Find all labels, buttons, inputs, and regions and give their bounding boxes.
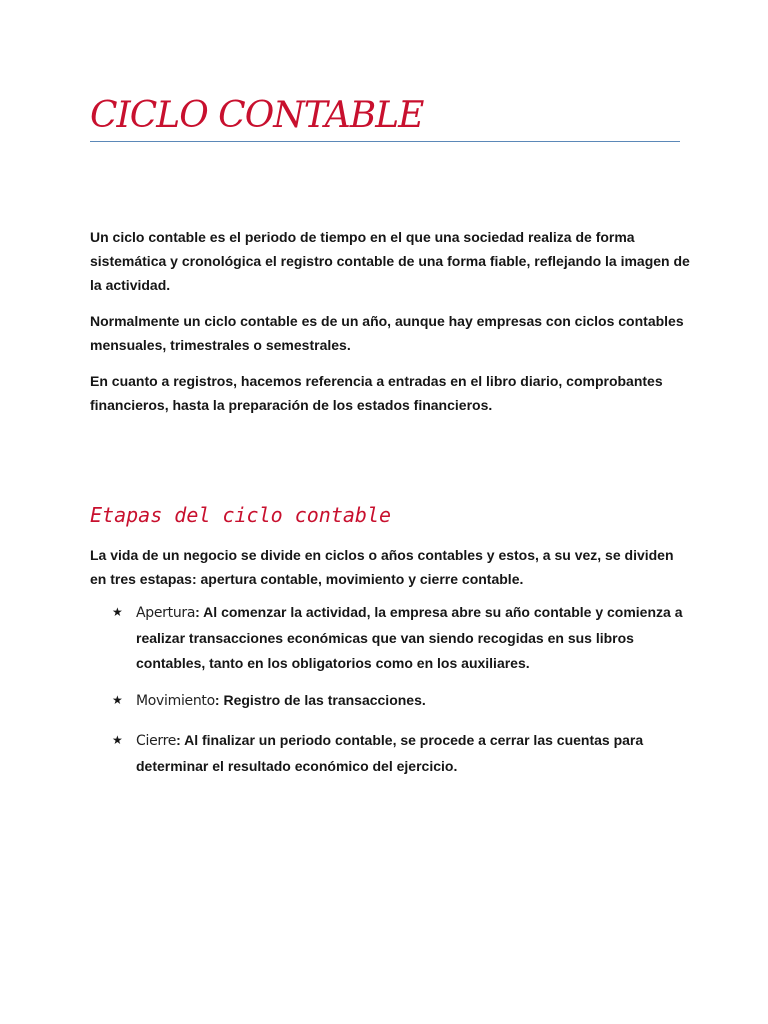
stage-apertura (90, 600, 690, 676)
stages-list (90, 600, 690, 779)
document-title: CICLO CONTABLE (90, 95, 424, 136)
intro-paragraph-2: Normalmente un ciclo contable es de un año, aunque hay empresas con ciclos contables mensuales, trimestrales o semestrales. (90, 313, 684, 353)
star-bullet-icon: ★ (112, 693, 123, 707)
section-heading: Etapas del ciclo contable (90, 503, 392, 527)
stage-movimiento (90, 688, 690, 714)
star-bullet-icon: ★ (112, 605, 123, 619)
stage-separator: : (214, 692, 220, 708)
stage-description: Al finalizar un periodo contable, se procede a cerrar las cuentas para determinar el resultado económico del ejercicio. (136, 732, 644, 774)
stage-cierre (90, 728, 690, 779)
stage-term: Apertura (136, 605, 196, 621)
intro-paragraph-1: Un ciclo contable es el periodo de tiempo en el que una sociedad realiza de forma sistemática y cronológica el registro contable de una forma fiable, reflejando la imagen de la actividad. (90, 229, 690, 293)
stage-term: Cierre (136, 733, 177, 749)
stage-separator: : (195, 604, 200, 620)
stage-description: Registro de las transacciones. (219, 692, 426, 708)
stage-description: Al comenzar la actividad, la empresa abre su año contable y comienza a realizar transacciones económicas que van siendo recogidas en sus libros contables, tanto en los obligatorios como en los auxiliares. (136, 604, 683, 671)
stage-separator: : (176, 732, 181, 748)
section-intro-paragraph: La vida de un negocio se divide en ciclos o años contables y estos, a su vez, se dividen en tres estapas: apertura contable, movimiento y cierre contable. (90, 547, 674, 587)
title-underline-rule (90, 141, 680, 142)
intro-section (90, 225, 690, 429)
stage-term: Movimiento (136, 693, 215, 709)
star-bullet-icon: ★ (112, 733, 123, 747)
intro-paragraph-3: En cuanto a registros, hacemos referencia a entradas en el libro diario, comprobantes financieros, hasta la preparación de los estados financieros. (90, 373, 663, 413)
